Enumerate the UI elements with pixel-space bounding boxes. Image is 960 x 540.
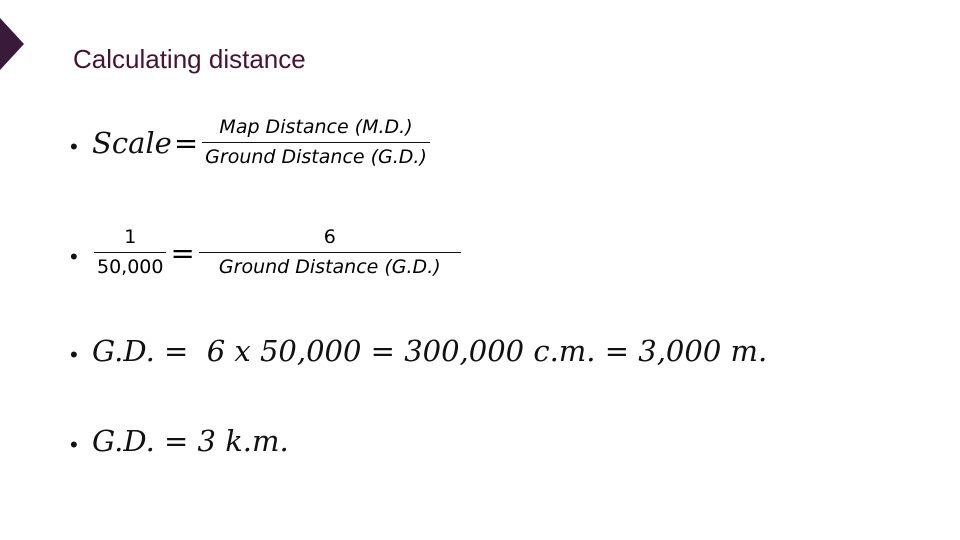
scale-fraction — [202, 116, 430, 169]
equation-text: G.D. = 3 k.m. — [92, 424, 289, 458]
equation-ratio — [70, 226, 463, 279]
equation-ground-distance-km — [70, 424, 289, 458]
bullet: • — [70, 432, 78, 457]
fraction-denominator: 50,000 — [97, 256, 164, 279]
fraction-bar — [202, 142, 430, 144]
fraction-numerator: Map Distance (M.D.) — [219, 116, 413, 138]
fraction-denominator: Ground Distance (G.D.) — [205, 146, 427, 169]
equation-scale-definition — [70, 116, 432, 169]
bullet: • — [70, 133, 78, 159]
equals-sign: = — [170, 235, 195, 270]
scale-label: Scale — [92, 125, 172, 160]
corner-logo-shape — [0, 0, 30, 80]
bullet: • — [70, 342, 78, 367]
ratio-fraction — [94, 226, 166, 279]
slide-title: Calculating distance — [73, 44, 306, 74]
equation-ground-distance-cm — [70, 334, 767, 368]
bullet: • — [70, 243, 78, 269]
fraction-bar — [94, 252, 166, 254]
fraction-denominator: Ground Distance (G.D.) — [218, 256, 441, 279]
ground-distance-fraction — [199, 226, 461, 279]
fraction-bar — [199, 252, 461, 254]
equation-text: G.D. = 6 x 50,000 = 300,000 c.m. = 3,000 m. — [92, 334, 768, 368]
fraction-numerator: 6 — [323, 226, 336, 248]
equals-sign: = — [173, 125, 199, 160]
fraction-numerator: 1 — [124, 226, 137, 248]
